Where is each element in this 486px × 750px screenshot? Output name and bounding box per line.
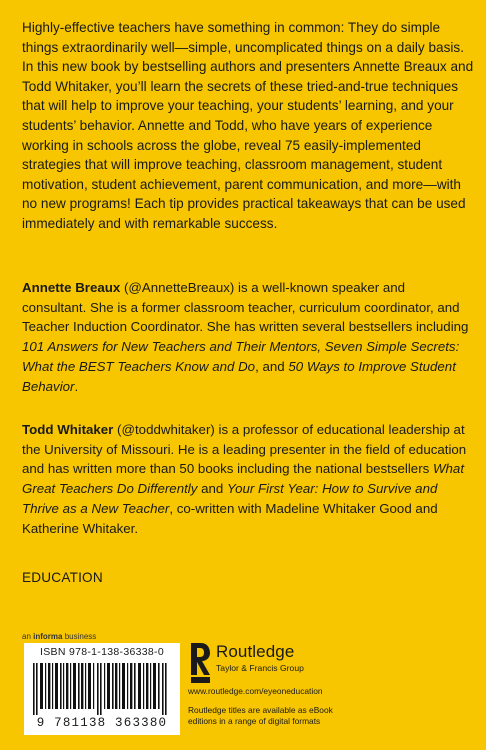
isbn-label: ISBN 978-1-138-36338-0 — [40, 646, 164, 658]
author-bio-breaux — [22, 278, 472, 396]
book-blurb: Highly-effective teachers have something in common: They do simple things extraordinarily well—simple, uncomplicated things on a daily basis. In this new book by bestselling authors and presenters Annette Breaux and Todd Whitaker, you’ll learn the secrets of these tried-and-true techniques that will help to improve your teaching, your students’ learning, and your students’ behavior. Annette and Todd, who have years of experience working in schools across the globe, reveal 75 easily-implemented strategies that will improve teaching, classroom management, student motivation, student achievement, parent communication, and more—with no new programs! Each tip provides practical takeaways that can be used immediately and with remarkable success. — [22, 20, 474, 231]
bio-text: (@toddwhitaker) is a professor of educational leadership at the University of Missouri. He is a leading presenter in the field of education and has written more than 50 books including the national bestsellers — [22, 422, 467, 477]
book-title: Your First Year: How to Survive and Thrive as a New Teacher — [22, 481, 438, 516]
publisher-url: www.routledge.com/eyeoneducation — [188, 686, 323, 696]
bio-text: , and — [255, 358, 289, 374]
ebook-note: Routledge titles are available as eBook editions in a range of digital formats — [188, 705, 333, 726]
author-bio-whitaker — [22, 420, 472, 538]
publisher-name: Routledge — [216, 642, 295, 661]
bio-text: , co-written with Madeline Whitaker Good and Katherine Whitaker. — [22, 500, 438, 536]
category-label: EDUCATION — [22, 570, 103, 585]
bio-text: and — [197, 481, 227, 497]
routledge-logo-icon — [188, 641, 212, 685]
book-title: 50 Ways to Improve Student Behavior — [22, 358, 456, 394]
author-name-whitaker: Todd Whitaker — [22, 422, 114, 437]
informa-business-line: an informa business — [22, 632, 97, 641]
informa-brand: informa — [33, 632, 63, 641]
bio-text: . — [74, 378, 79, 394]
barcode-digits: 9 781138 363380 — [36, 716, 168, 730]
barcode-panel — [24, 643, 180, 735]
author-name-breaux: Annette Breaux — [22, 280, 121, 295]
publisher-subtitle: Taylor & Francis Group — [216, 663, 304, 673]
barcode-icon — [31, 663, 173, 715]
bio-text: (@AnnetteBreaux) is a well-known speaker and consultant. She is a former classroom teacher, curriculum coordinator, and Teacher Induction Coordinator. She has written several bestsellers including — [22, 280, 469, 335]
book-title: What Great Teachers Do Differently — [22, 461, 465, 497]
book-title: 101 Answers for New Teachers and Their Mentors, Seven Simple Secrets: What the BEST Teachers Know and Do — [22, 339, 460, 374]
